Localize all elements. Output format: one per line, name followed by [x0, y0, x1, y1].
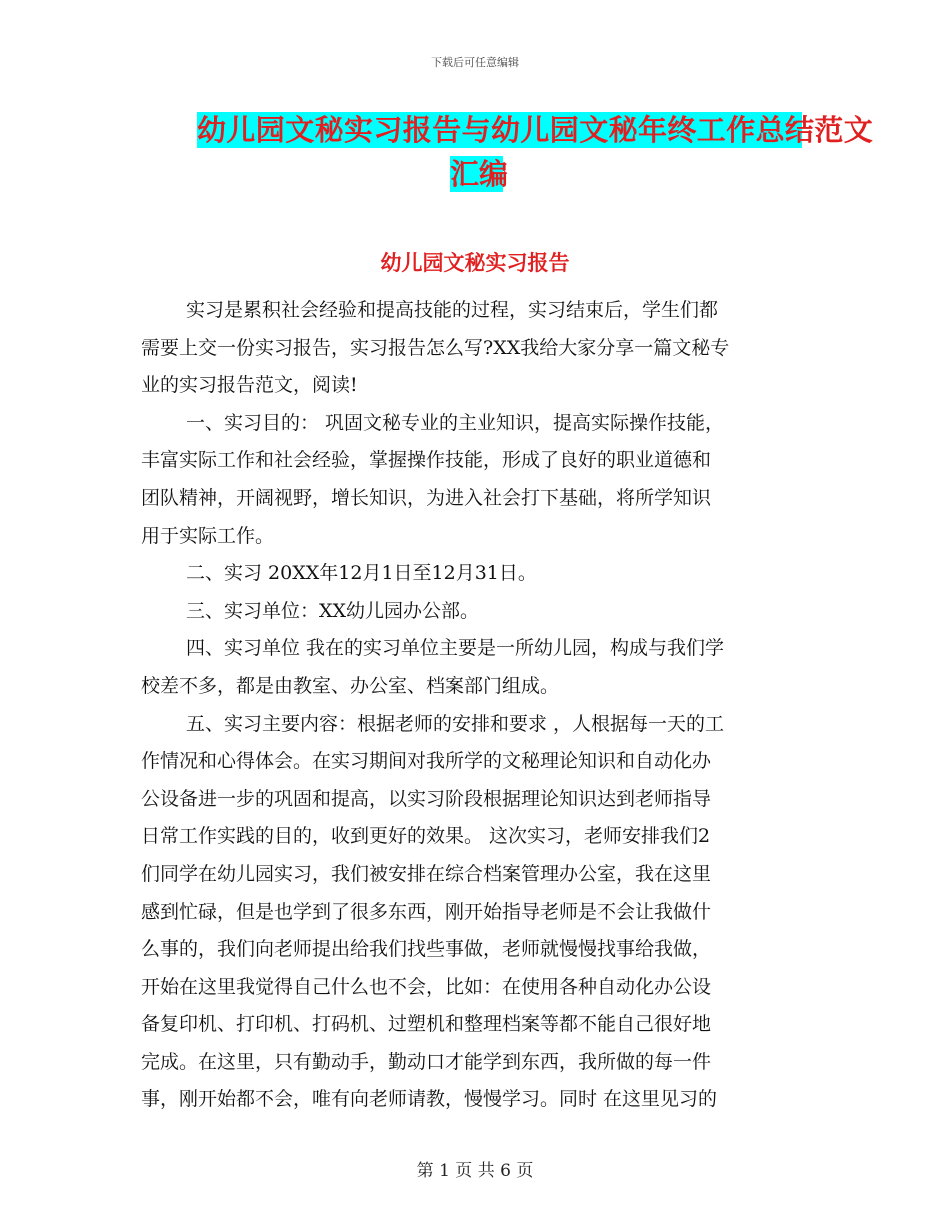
- body-line: 业的实习报告范文，阅读!: [141, 374, 358, 397]
- document-title-line-1: 幼儿园文秘实习报告与幼儿园文秘年终工作总结范文: [197, 113, 874, 147]
- section-subtitle: 幼儿园文秘实习报告: [380, 251, 570, 275]
- document-body: [141, 292, 808, 1119]
- body-line: 四、实习单位 我在的实习单位主要是一所幼儿园，构成与我们学: [186, 637, 725, 660]
- body-line: 三、实习单位：XX幼儿园办公部。: [186, 599, 480, 622]
- body-line: 备复印机、打印机、打码机、过塑机和整理档案等都不能自己很好地: [141, 1013, 712, 1036]
- body-line: 五、实习主要内容：根据老师的安排和要求 ，人根据每一天的工: [186, 712, 725, 735]
- body-line: 日常工作实践的目的，收到更好的效果。 这次实习，老师安排我们2: [141, 825, 711, 848]
- header-note: 下载后可任意编辑: [431, 56, 519, 69]
- body-line: 公设备进一步的巩固和提高，以实习阶段根据理论知识达到老师指导: [141, 787, 712, 810]
- body-line: 开始在这里我觉得自己什么也不会，比如：在使用各种自动化办公设: [141, 975, 712, 998]
- body-line: 完成。在这里，只有勤动手，勤动口才能学到东西，我所做的每一件: [141, 1050, 712, 1073]
- body-line: 校差不多，都是由教室、办公室、档案部门组成。: [141, 674, 560, 697]
- body-line: 作情况和心得体会。在实习期间对我所学的文秘理论知识和自动化办: [141, 750, 712, 773]
- page-footer: 第 1 页 共 6 页: [416, 1161, 534, 1181]
- body-line: 团队精神，开阔视野，增长知识，为进入社会打下基础，将所学知识: [141, 486, 712, 509]
- body-line: 么事的，我们向老师提出给我们找些事做，老师就慢慢找事给我做，: [141, 938, 712, 961]
- body-line: 二、实习 20XX年12月1日至12月31日。: [186, 562, 537, 585]
- body-line: 丰富实际工作和社会经验，掌握操作技能，形成了良好的职业道德和: [141, 449, 712, 472]
- document-title-line-2: 汇编: [450, 157, 509, 191]
- body-line: 实习是累积社会经验和提高技能的过程，实习结束后，学生们都: [186, 299, 719, 321]
- body-line: 用于实际工作。: [141, 524, 275, 547]
- body-line: 事，刚开始都不会，唯有向老师请教，慢慢学习。同时 在这里见习的: [141, 1088, 718, 1111]
- body-line: 需要上交一份实习报告，实习报告怎么写?XX我给大家分享一篇文秘专: [141, 336, 730, 359]
- body-line: 感到忙碌，但是也学到了很多东西，刚开始指导老师是不会让我做什: [141, 900, 712, 923]
- body-line: 一、实习目的： 巩固文秘专业的主业知识，提高实际操作技能，: [186, 411, 725, 434]
- body-line: 们同学在幼儿园实习，我们被安排在综合档案管理办公室，我在这里: [141, 862, 712, 885]
